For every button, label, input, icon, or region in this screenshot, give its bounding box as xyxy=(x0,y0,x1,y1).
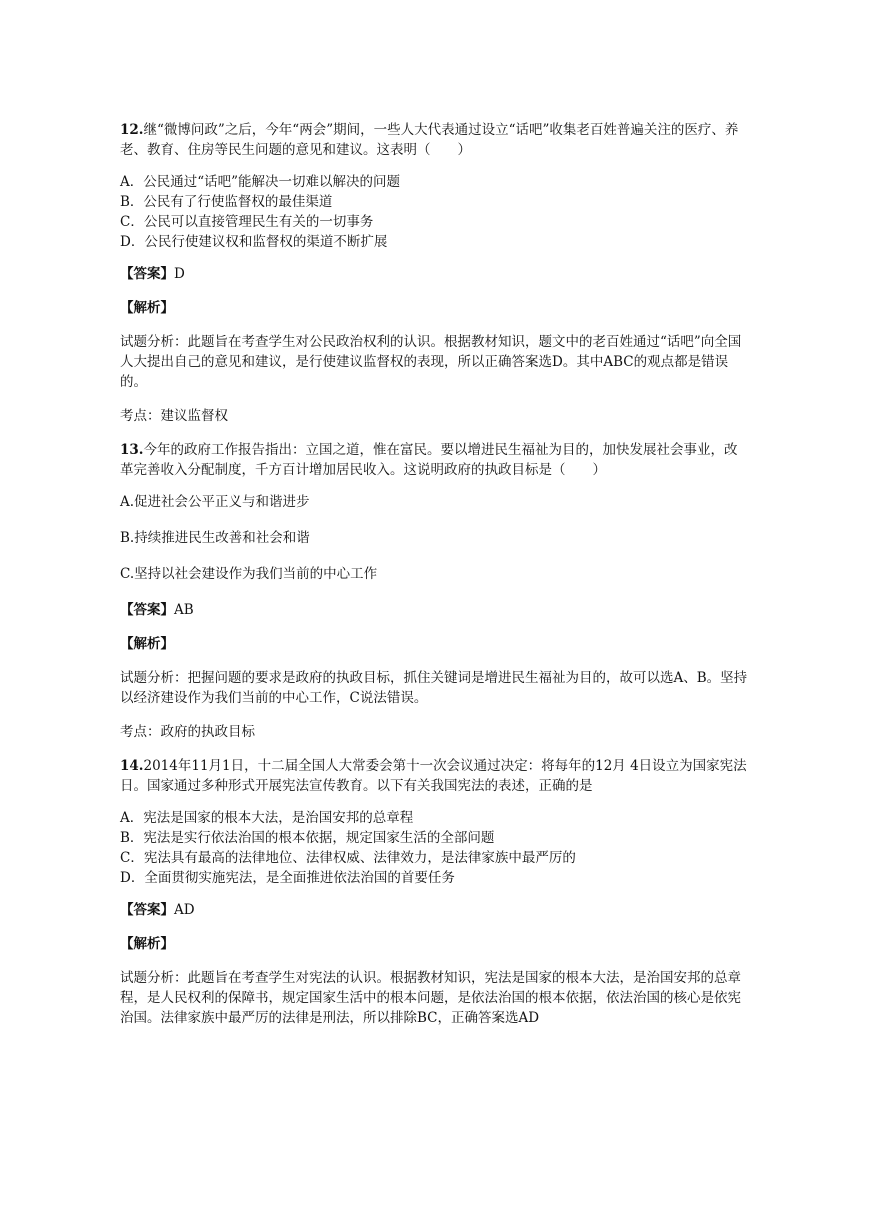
answer-label: 【答案】 xyxy=(120,902,174,918)
answer-label: 【答案】 xyxy=(120,266,174,282)
question-text: 继“微博问政”之后，今年“两会”期间，一些人大代表通过设立“话吧”收集老百姓普遍关注的医疗、养老、教育、住房等民生问题的意见和建议。这表明（ ） xyxy=(120,122,739,158)
analysis-label: 【解析】 xyxy=(120,936,174,952)
key-point: 考点：政府的执政目标 xyxy=(120,724,255,740)
question-stem xyxy=(120,756,749,796)
key-point: 考点：建议监督权 xyxy=(120,408,228,424)
option-c: C.坚持以社会建设作为我们当前的中心工作 xyxy=(120,566,378,582)
option-a: A．宪法是国家的根本大法，是治国安邦的总章程 xyxy=(120,810,414,826)
option-c: C．公民可以直接管理民生有关的一切事务 xyxy=(120,214,374,230)
options-list xyxy=(120,808,749,888)
option-a: A.促进社会公平正义与和谐进步 xyxy=(120,494,310,510)
question-text: 今年的政府工作报告指出：立国之道，惟在富民。要以增进民生福祉为目的，加快发展社会事业，改革完善收入分配制度，千方百计增加居民收入。这说明政府的执政目标是（ ） xyxy=(120,442,738,478)
analysis-heading xyxy=(120,634,749,654)
analysis-label: 【解析】 xyxy=(120,636,174,652)
question-14 xyxy=(120,756,749,1028)
option-b: B．宪法是实行依法治国的根本依据，规定国家生活的全部问题 xyxy=(120,830,495,846)
option-a: A．公民通过“话吧”能解决一切难以解决的问题 xyxy=(120,174,401,190)
answer xyxy=(120,600,749,620)
question-13 xyxy=(120,440,749,742)
answer xyxy=(120,900,749,920)
option-c: C．宪法具有最高的法律地位、法律权威、法律效力，是法律家族中最严厉的 xyxy=(120,850,576,866)
answer-value: AB xyxy=(174,602,194,618)
analysis-label: 【解析】 xyxy=(120,300,174,316)
analysis-text: 试题分析：把握问题的要求是政府的执政目标，抓住关键词是增进民生福祉为目的，故可以选A、B。坚持以经济建设作为我们当前的中心工作，C说法错误。 xyxy=(120,670,748,706)
analysis-heading xyxy=(120,298,749,318)
question-number: 14. xyxy=(120,758,144,774)
option-b: B.持续推进民生改善和社会和谐 xyxy=(120,530,310,546)
question-text: 2014年11月1日，十二届全国人大常委会第十一次会议通过决定：将每年的12月 4日设立为国家宪法日。国家通过多种形式开展宪法宣传教育。以下有关我国宪法的表述，正确的是 xyxy=(120,758,747,794)
option-d: D．全面贯彻实施宪法，是全面推进依法治国的首要任务 xyxy=(120,870,455,886)
question-number: 13. xyxy=(120,442,144,458)
question-number: 12. xyxy=(120,122,144,138)
answer-value: D xyxy=(174,266,185,282)
answer xyxy=(120,264,749,284)
analysis-text: 试题分析：此题旨在考查学生对公民政治权利的认识。根据教材知识，题文中的老百姓通过“话吧”向全国人大提出自己的意见和建议，是行使建议监督权的表现，所以正确答案选D。其中ABC的观点都是错误的。 xyxy=(120,334,742,390)
question-stem xyxy=(120,440,749,480)
answer-label: 【答案】 xyxy=(120,602,174,618)
option-d: D．公民行使建议权和监督权的渠道不断扩展 xyxy=(120,234,388,250)
question-stem xyxy=(120,120,749,160)
question-12 xyxy=(120,120,749,426)
option-b: B．公民有了行使监督权的最佳渠道 xyxy=(120,194,333,210)
answer-value: AD xyxy=(174,902,195,918)
analysis-heading xyxy=(120,934,749,954)
options-list xyxy=(120,172,749,252)
analysis-text: 试题分析：此题旨在考查学生对宪法的认识。根据教材知识，宪法是国家的根本大法，是治国安邦的总章程，是人民权利的保障书，规定国家生活中的根本问题，是依法治国的根本依据，依法治国的核心是依宪治国。法律家族中最严厉的法律是刑法，所以排除BC，正确答案选AD xyxy=(120,970,741,1026)
